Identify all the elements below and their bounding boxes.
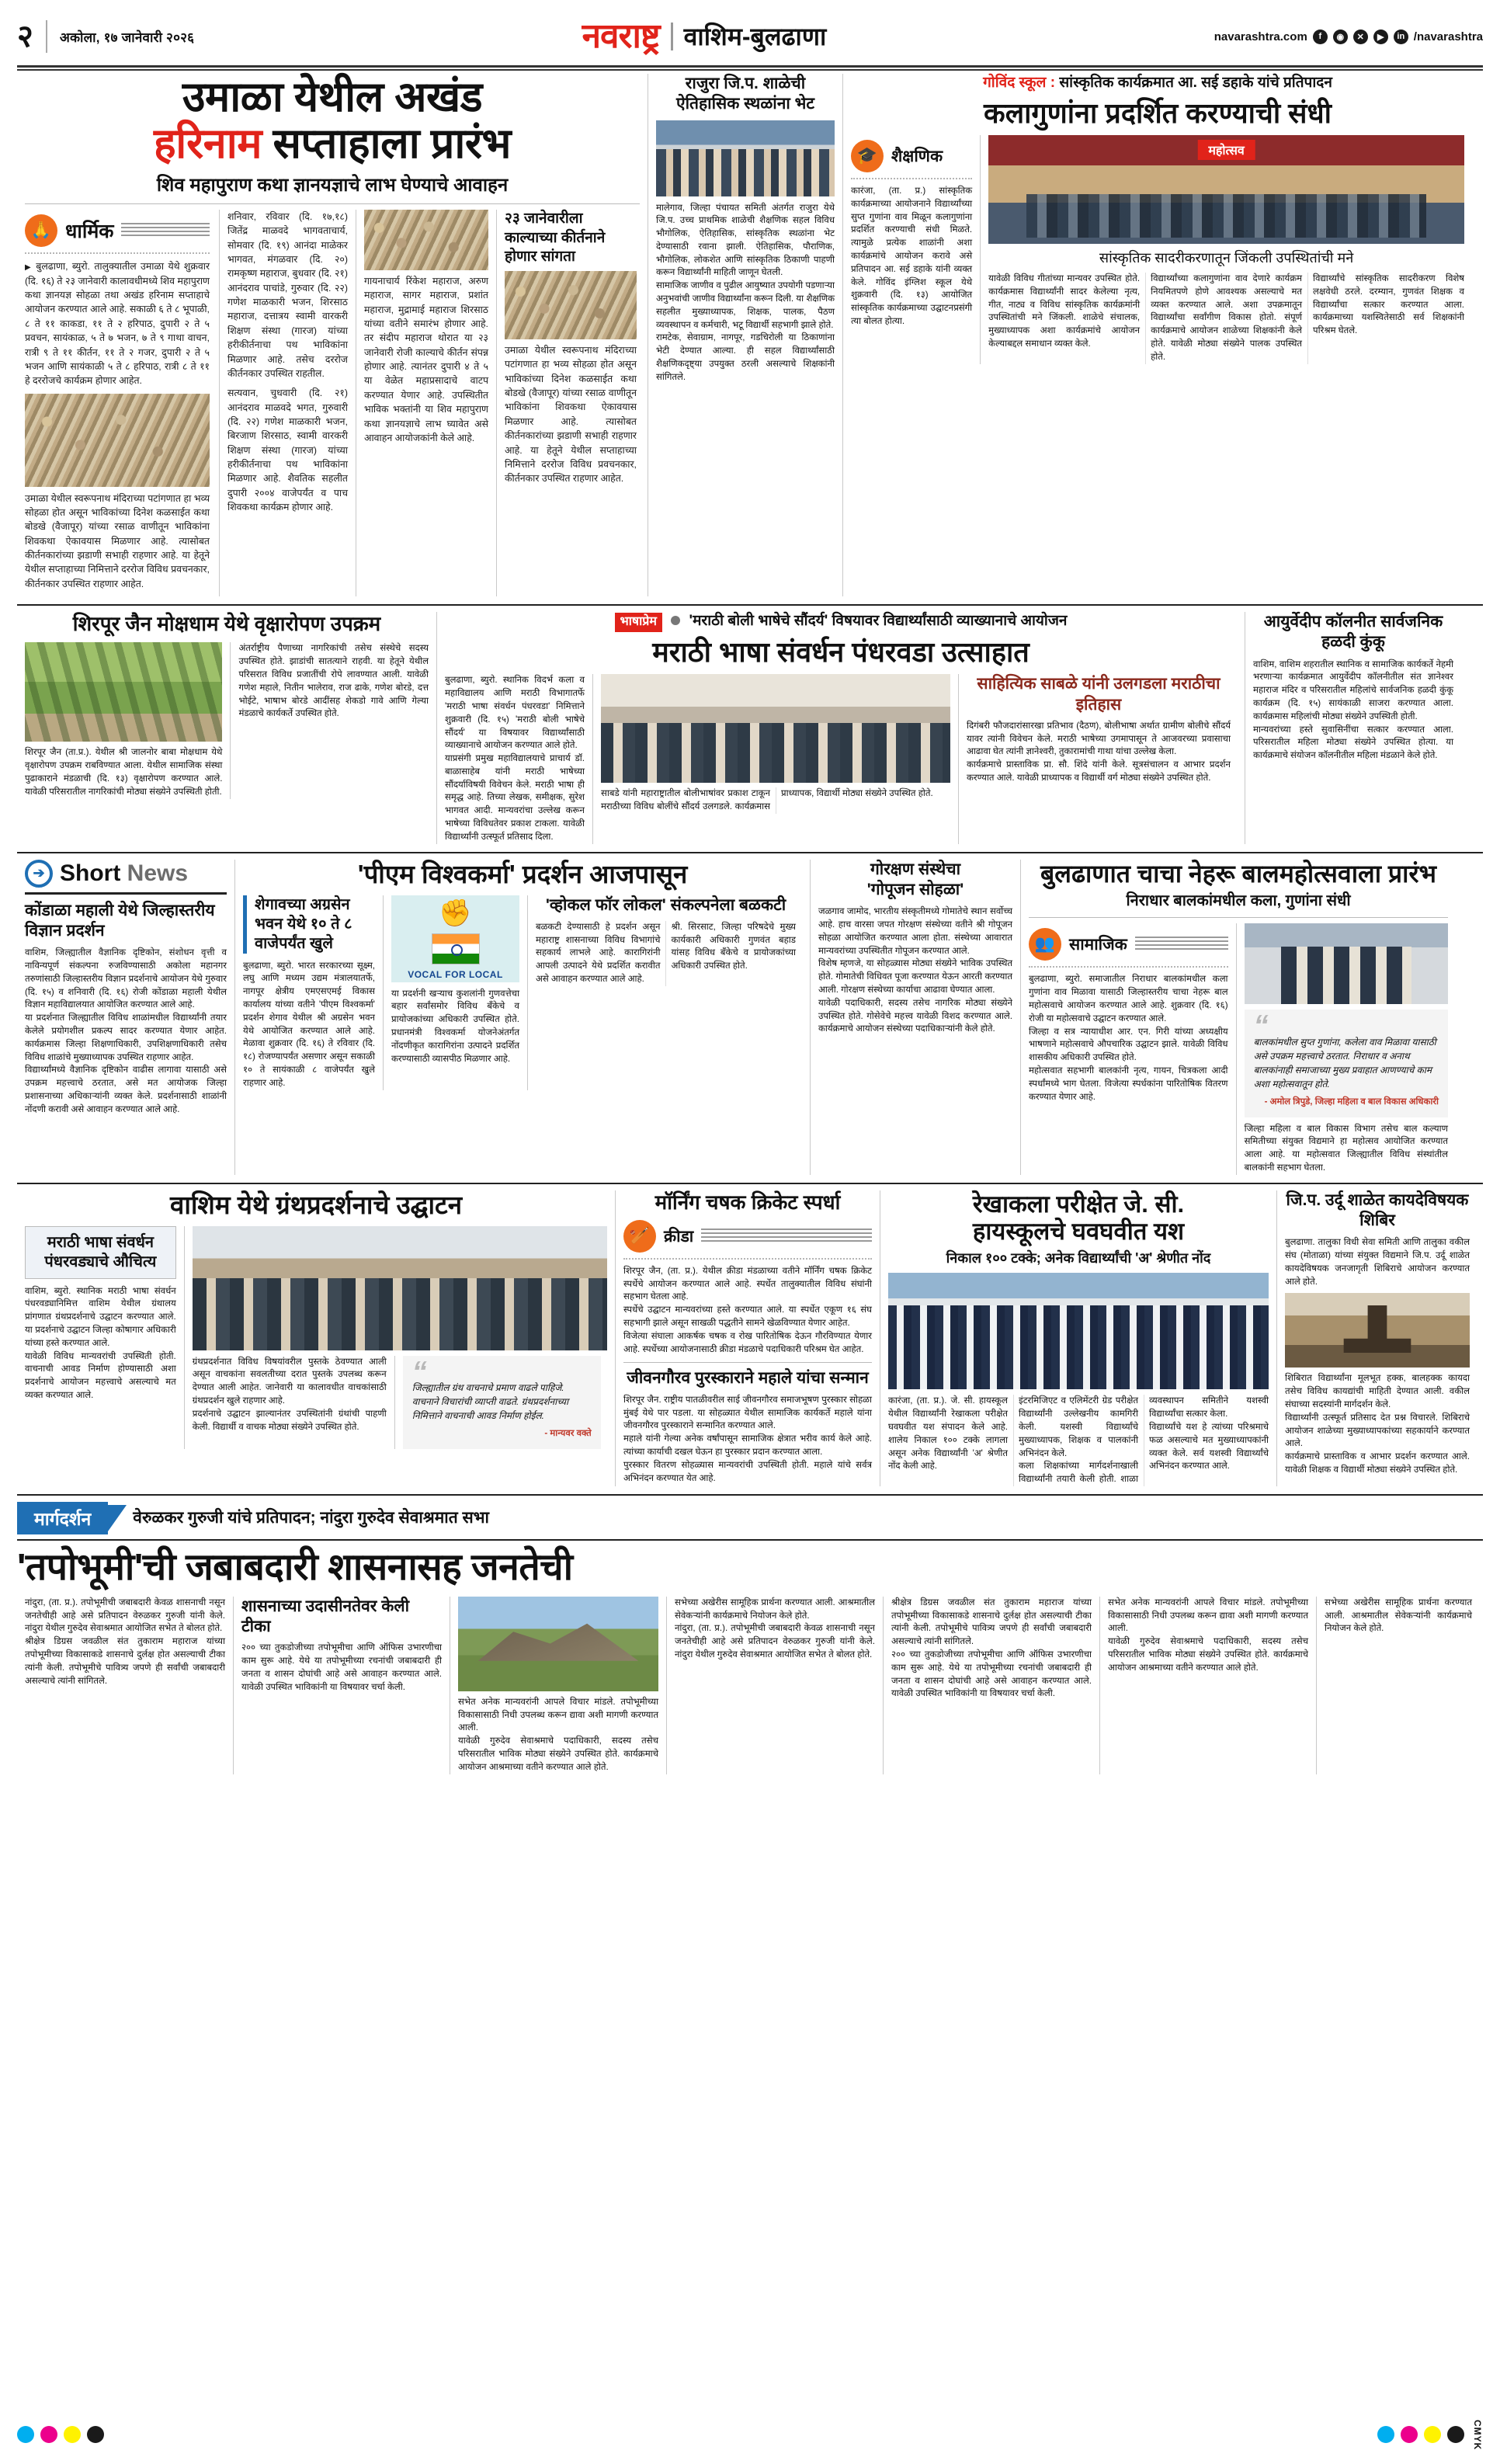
marathi-col-1 xyxy=(445,674,592,843)
second-section xyxy=(17,612,1483,844)
vocal-label: VOCAL FOR LOCAL xyxy=(408,968,503,980)
marathi-para-1: बुलढाणा, ब्युरो. स्थानिक विदर्भ कला व महाविद्यालय आणि मराठी विभागातर्फे 'मराठी भाषा संवर्धन पंधरवडा' निमित्ताने शुक्रवारी (दि. १५) 'मराठी बोली भाषेचे सौंदर्य' या विषयावर विद्यार्थ्यांसाठी व्याख्यानाचे आयोजन करण्यात आले होते. xyxy=(445,675,585,751)
short-news-title xyxy=(60,860,188,887)
page-number: २ xyxy=(17,19,33,54)
govind-headline: कलागुणांना प्रदर्शित करण्याची संधी xyxy=(984,96,1332,129)
jivangaurav-para-2: महाले यांनी गेल्या अनेक वर्षांपासून सामाजिक क्षेत्रात भरीव कार्य केले आहे. त्यांच्या कार्याची दखल घेऊन हा पुरस्कार प्रदान करण्यात आला. xyxy=(623,1434,872,1457)
masthead-rule xyxy=(17,65,1483,71)
gorakshan-headline xyxy=(818,860,1012,901)
third-section xyxy=(17,860,1483,1175)
story-pm-vishwakarma xyxy=(235,860,810,1175)
colony-para-1: वाशिम, वाशिम शहरातील स्थानिक व सामाजिक कार्यकर्ते नेहमी भरणाऱ्या कार्यक्रमात आयुर्वेदीप कॉलनीतील संत ज्ञानेश्वर महाराज मंदिर व परिसरातील महिलांचे सार्वजनिक हळदी कुंकू कार्यक्रम (दि. १५) सायंकाळी साजरा करण्यात आला. कार्यक्रमास महिलांची मोठ्या संख्येने उपस्थिती होती. xyxy=(1253,659,1453,721)
gorakshan-body xyxy=(818,905,1012,1036)
chacha-photo xyxy=(1245,923,1448,1004)
govind-kicker xyxy=(851,74,1464,93)
rekhakala-headline-l1: रेखाकला परीक्षेत जे. सी. xyxy=(972,1190,1185,1218)
granth-para-4: प्रदर्शनाचे उद्घाटन झाल्यानंतर उपस्थितांनी ग्रंथांची पाहणी केली. विद्यार्थी व वाचक मोठ्या संख्येने उपस्थित होते. xyxy=(192,1408,387,1432)
tapobhumi-headline: 'तपोभूमी'ची जबाबदारी शासनासह जनतेची xyxy=(17,1547,573,1589)
story-marathi-bhasha xyxy=(437,612,1245,844)
fourth-section xyxy=(17,1190,1483,1486)
story-gorakshan xyxy=(811,860,1020,1175)
rajura-para-3: रामटेक, सेवाग्राम, नागपूर, गडचिरोली या ठिकाणांना भेटी देण्यात आल्या. ही सहल विद्यार्थ्यांसाठी शैक्षणिकदृष्ट्या उपयुक्त ठरली असल्याचे शिक्षकांनी सांगितले. xyxy=(656,332,835,382)
tapobhumi-body-2 xyxy=(241,1642,442,1694)
shirpur-headline: शिरपूर जैन मोक्षधाम येथे वृक्षारोपण उपक्रम xyxy=(72,612,381,636)
tapobhumi-body-1 xyxy=(25,1597,225,1688)
marathi-para-3: साबडे यांनी महाराष्ट्रातील बोलीभाषांवर प्रकाश टाकून मराठीच्या विविध बोलींचे सौंदर्य उलगडले. कार्यक्रमास प्राध्यापक, विद्यार्थी मोठ्या संख्येने उपस्थित होते. xyxy=(601,788,933,812)
pm-body-3 xyxy=(536,921,796,986)
linkedin-icon[interactable]: in xyxy=(1394,30,1408,44)
tapobhumi-para-4: सभेत अनेक मान्यवरांनी आपले विचार मांडले. तपोभूमीच्या विकासासाठी निधी उपलब्ध करून द्यावा अशी मागणी करण्यात आली. xyxy=(458,1696,658,1733)
tapobhumi-photo xyxy=(458,1597,658,1691)
lead-para-4: शनिवार, रविवार (दि. १७,१८) जितेंद्र माळवदे भागवताचार्य, सोमवार (दि. १९) आनंदा माळेकर भागवत, मंगळवार (दि. २०) रामकृष्ण महाराज, बुधवार (दि. २१) आनंदराव पाचांडे, गुरुवार (दि. २२) गणेश माळकारी भजन, शिरसाठ महाराज, दत्तात्रय स्वामी वारकरी शिक्षण संस्था (गारज) यांच्या हरीकीर्तनाचा पथ भाविकांना मिळणार आहे. तसेच दररोज कीर्तनकार उपस्थित राहतील. xyxy=(227,210,348,379)
chacha-quote-attr: - अमोल त्रिपुडे, जिल्हा महिला व बाल विकास अधिकारी xyxy=(1264,1097,1439,1107)
tapobhumi-body-6 xyxy=(1108,1597,1308,1675)
pm-col-2 xyxy=(384,895,527,1090)
lead-headline-red: हरिनाम xyxy=(154,120,262,168)
urdu-photo xyxy=(1285,1293,1470,1368)
granth-box xyxy=(25,1226,176,1279)
x-twitter-icon[interactable]: ✕ xyxy=(1353,30,1368,44)
pm-headline: 'पीएम विश्वकर्मा' प्रदर्शन आजपासून xyxy=(357,859,688,888)
pm-col-3 xyxy=(528,895,796,1090)
govind-para-4: विद्यार्थ्यांचे सांस्कृतिक सादरीकरण विशेष लक्षवेधी ठरले. दरम्यान, गुणवंत शिक्षक व विद्यार्थ्यांचा सत्कार करण्यात आला. कार्यक्रमाच्या यशस्वितेसाठी सर्व शिक्षकांनी परिश्रम घेतले. xyxy=(1313,273,1464,336)
jivangaurav-para-3: पुरस्कार वितरण सोहळ्यास मान्यवरांची उपस्थिती होती. महाले यांचे सर्वत्र अभिनंदन करण्यात येत आहे. xyxy=(623,1459,872,1483)
gorakshan-headline-l2: 'गोपूजन सोहळा' xyxy=(866,880,964,898)
tapobhumi-para-1b: नांदुरा, (ता. प्र.). तपोभूमीची जबाबदारी केवळ शासनाची नसून जनतेचीही आहे असे प्रतिपादन वेरुळकर गुरुजी यांनी केले. नांदुरा येथील गुरुदेव सेवाश्रमात आयोजित सभेत ते बोलत होते. xyxy=(675,1623,875,1659)
govind-para-3: विद्यार्थ्यांच्या कलागुणांना वाव देणारे कार्यक्रम नियमितपणे होणे आवश्यक असल्याचे मत व्यक्त करण्यात आले. अशा उपक्रमातून विद्यार्थ्यांचा सर्वांगीण विकास होतो. संपूर्ण कार्यक्रमाचे आयोजन शाळेच्या शिक्षकांनी केले होते. यावेळी मोठ्या संख्येने पालक उपस्थित होते. xyxy=(1151,273,1303,362)
lead-right-column xyxy=(356,210,496,596)
granth-quote-attr: - मान्यवर वक्ते xyxy=(544,1429,592,1439)
short-news-header xyxy=(25,860,227,888)
tapobhumi-para-2b: श्रीक्षेत्र डिग्रस जवळील संत तुकाराम महाराज यांच्या तपोभूमीच्या विकासाकडे शासनाचे दुर्लक्ष होत असल्याची टीका त्यांनी केली. तपोभूमीचे पावित्र्य जपणे ही सर्वांची जबाबदारी असल्याचे त्यांनी सांगितले. xyxy=(891,1597,1092,1647)
govind-body-1 xyxy=(851,185,972,328)
marathi-headline: मराठी भाषा संवर्धन पंधरवडा उत्साहात xyxy=(652,635,1030,668)
gorakshan-para-1: जळगाव जामोद, भारतीय संस्कृतीमध्ये गोमातेचे स्थान सर्वोच्च आहे. हाच वारसा जपत गोरक्षण संस्थेच्या वतीने श्री गोपूजन सोहळा आयोजित करण्यात आला होता. संस्थेच्या आवारात मान्यवरांच्या उपस्थितीत गोपूजन करण्यात आले. xyxy=(818,906,1012,956)
chacha-headline: बुलढाणात चाचा नेहरू बालमहोत्सवाला प्रारंभ xyxy=(1040,859,1436,888)
shirpur-photo xyxy=(25,642,222,742)
lead-para-5: सत्यवान, चुधवारी (दि. २१) आनंदराव माळवदे भगत, गुरुवारी (दि. २२) गणेश माळकारी भजन, बिरजाण शिरसाठ, स्वामी वारकरी शिक्षण संस्था (गारज) यांच्या हरीकीर्तनाचा पथ भाविकांना मिळणार आहे. शैवतिक सहलीत दुपारी २००४ वाजेपर्यंत व पाच शिवकथा कार्यक्रम होणार आहे. xyxy=(227,387,348,513)
tapobhumi-para-3: २०० च्या तुकडोजीच्या तपोभूमीचा आणि ऑफिस उभारणीचा काम सुरू आहे. येथे या तपोभूमीच्या रचनांची जबाबदारी ही जनता व शासन दोघांची आहे असे आवाहन करण्यात आले. यावेळी उपस्थित भाविकांनी या विषयावर चर्चा केली. xyxy=(241,1642,442,1692)
chacha-para-1: बुलढाणा, ब्युरो. समाजातील निराधार बालकांमधील कला गुणांना वाव मिळावा यासाठी जिल्हास्तरीय चाचा नेहरू बाल महोत्सवाचे आयोजन करण्यात आले आहे. शुक्रवार (दि. १६) रोजी या महोत्सवाचे उद्घाटन करण्यात आले. xyxy=(1029,974,1228,1023)
urdu-headline: जि.प. उर्दू शाळेत कायदेविषयक शिबिर xyxy=(1286,1190,1469,1229)
granth-body-2 xyxy=(193,1356,387,1434)
masthead-social xyxy=(1214,30,1483,44)
morning-cup-headline: मॉर्निंग चषक क्रिकेट स्पर्धा xyxy=(655,1190,841,1214)
sports-badge-label: क्रीडा xyxy=(664,1227,694,1246)
granth-para-2: यावेळी विविध मान्यवरांची उपस्थिती होती. वाचनाची आवड निर्माण होण्यासाठी अशा प्रदर्शनाचे आयोजन महत्त्वाचे असल्याचे मत व्यक्त करण्यात आले. xyxy=(25,1350,176,1401)
short-news-block xyxy=(17,860,234,1175)
badge-arrow-decor xyxy=(108,1505,127,1531)
rekhakala-para-4: विद्यार्थ्यांचे यश हे त्यांच्या परिश्रमाचे फळ असल्याचे मत मुख्याध्यापकांनी व्यक्त केले. सर्व यशस्वी विद्यार्थ्यांचे अभिनंदन करण्यात आले. xyxy=(1149,1422,1269,1472)
short-news-para-1: वाशिम, जिल्ह्यातील वैज्ञानिक दृष्टिकोन, संशोधन वृत्ती व नाविन्यपूर्ण संकल्पना रुजविण्यासाठी अकोला महानगर तरुणांसाठी जिल्हास्तरीय विज्ञान प्रदर्शनाचे आयोजन येथे गुरुवार (दि. १५) व शनिवारी (दि. १६) रोजी कोंडाळा महाली येथील विज्ञान महाविद्यालयात आयोजित करण्यात आले आहे. xyxy=(25,947,227,1010)
tapobhumi-col-2 xyxy=(234,1597,450,1774)
tapobhumi-col-7 xyxy=(1317,1597,1480,1774)
marathi-body-2 xyxy=(601,787,950,814)
lead-para-2: उमाळा येथील स्वरूपनाथ मंदिराच्या पटांगणात हा भव्य सोहळा होत असून भाविकांच्या दिनेश कळसाईत कथा बोडखे (वैजापूर) यांच्या रसाळ वाणीतून भाविकांना शिवकथा ऐकावयास मिळणार आहे. त्यासोबत कीर्तनकारांच्या झडाणी सभाही राहणार आहे. या हेतूने येथील सप्ताहाच्या निमित्ताने दररोज विविध प्रवचनकार, कीर्तनकार उपस्थित राहणार आहेत. xyxy=(25,492,210,589)
instagram-icon[interactable]: ◉ xyxy=(1333,30,1348,44)
granth-quote-mark-icon: “ xyxy=(411,1355,427,1388)
chacha-col-1 xyxy=(1029,923,1236,1174)
lead-photo-3 xyxy=(505,271,637,339)
rekhakala-subhead: निकाल १०० टक्के; अनेक विद्यार्थ्यांची 'अ' श्रेणीत नोंद xyxy=(946,1249,1211,1266)
govind-kicker-red: गोविंद स्कूल : xyxy=(983,75,1056,91)
lead-headline-line1: उमाळा येथील अखंड xyxy=(182,74,483,120)
shirpur-para-1: शिरपूर जैन (ता.प्र.). येथील श्री जालनोर बाबा मोक्षधाम येथे वृक्षारोपण उपक्रम राबविण्यात आला. येथील सामाजिक संस्था पुढाकाराने मंडळाची (दि. १३) वृक्षारोपण करण्यात आले. यावेळी परिसरातील नागरिकांची मोठ्या संख्येने उपस्थिती होती. xyxy=(25,747,223,797)
lead-mid-column xyxy=(220,210,356,596)
chacha-para-4: जिल्हा महिला व बाल विकास विभाग तसेच बाल कल्याण समितीच्या संयुक्त विद्यमाने हा महोत्सव आयोजित करण्यात आला आहे. या महोत्सवात जिल्ह्यातील विविध संस्थांतील बालकांनी सहभाग घेतला. xyxy=(1244,1123,1448,1173)
gorakshan-para-3: यावेळी पदाधिकारी, सदस्य तसेच नागरिक मोठ्या संख्येने उपस्थित होते. गोसेवेचे महत्त्व यावेळी विशद करण्यात आले. कार्यक्रमाचे आयोजन संस्थेच्या पदाधिकाऱ्यांनी केले होते. xyxy=(818,997,1012,1034)
short-news-body xyxy=(25,947,227,1116)
black-dot-icon xyxy=(87,2426,104,2443)
colony-para-2: मान्यवरांच्या हस्ते सुवासिनींचा सत्कार करण्यात आला. परिसरातील महिला मोठ्या संख्येने उपस्थित होत्या. या कार्यक्रमाचे संयोजन कॉलनीतील महिला मंडळाने केले होते. xyxy=(1253,724,1453,761)
bhashaprem-tag: भाषाप्रेम xyxy=(615,613,662,632)
story-shirpur-jain xyxy=(17,612,436,844)
cmyk-dots-left xyxy=(17,2426,104,2443)
govind-photo xyxy=(988,135,1464,244)
govind-photo-caption: सांस्कृतिक सादरीकरणातून जिंकली उपस्थितांची मने xyxy=(1099,250,1354,266)
youtube-icon[interactable]: ▶ xyxy=(1373,30,1388,44)
cmyk-dots-right xyxy=(1377,2426,1464,2443)
chacha-badge-label: सामाजिक xyxy=(1069,936,1127,954)
chacha-badge-lines xyxy=(1135,937,1228,952)
dateline: अकोला, १७ जानेवारी २०२६ xyxy=(59,30,195,45)
urdu-body-top xyxy=(1285,1236,1470,1288)
tapobhumi-subhead: शासनाच्या उदासीनतेवर केली टीका xyxy=(241,1597,410,1636)
short-news-para-2: या प्रदर्शनात जिल्ह्यातील विविध शाळांमधील विद्यार्थ्यांनी तयार केलेले प्रयोगशील प्रकल्प सादर करण्यात येणार आहेत. कार्यक्रमास जिल्हा शिक्षणाधिकारी, उपशिक्षणाधिकारी तसेच विविध शाळांचे मुख्याध्यापक उपस्थित राहणार आहेत. xyxy=(25,1013,227,1062)
rajura-photo xyxy=(656,120,835,196)
brand-logo: नवराष्ट्र xyxy=(582,17,660,55)
pm-para-4: श्री. सिरसाट, जिल्हा परिषदेचे मुख्य कार्यकारी अधिकारी गुणवंत बहाड यांसह विविध बँकेचे व प्रायोजकांच्या अधिकारी उपस्थित होते. xyxy=(671,921,796,971)
tapobhumi-para-3b: २०० च्या तुकडोजीच्या तपोभूमीचा आणि ऑफिस उभारणीचा काम सुरू आहे. येथे या तपोभूमीच्या रचनांची जबाबदारी ही जनता व शासन दोघांची आहे असे आवाहन करण्यात आले. यावेळी उपस्थित भाविकांनी या विषयावर चर्चा केली. xyxy=(891,1649,1092,1699)
tapobhumi-col-6 xyxy=(1100,1597,1316,1774)
arrow-circle-icon: ➔ xyxy=(25,860,53,888)
marathi-col-2 xyxy=(593,674,958,843)
govind-body-2 xyxy=(988,273,1464,364)
rekhakala-para-3: कला शिक्षकांच्या मार्गदर्शनाखाली विद्यार्थ्यांनी तयारी केली होती. शाळा व्यवस्थापन समितीने यशस्वी विद्यार्थ्यांचा सत्कार केला. xyxy=(1019,1395,1269,1485)
story-chacha-nehru xyxy=(1021,860,1456,1175)
middle-sports-column xyxy=(616,1190,880,1486)
section-rule-2 xyxy=(17,852,1483,853)
section-rule-1 xyxy=(17,604,1483,606)
tapobhumi-col-3 xyxy=(450,1597,666,1774)
lead-story xyxy=(17,74,648,596)
short-news-title-gray: News xyxy=(127,860,189,886)
chacha-para-3: महोत्सवात सहभागी बालकांनी नृत्य, गायन, चित्रकला आदी स्पर्धांमध्ये भाग घेतला. विजेत्या स्पर्धकांना पारितोषिक वितरण करण्यात येणार आहे. xyxy=(1029,1065,1228,1102)
story-rajura xyxy=(648,74,842,596)
pm-subhead: शेगावच्या अग्रसेन भवन येथे १० ते ८ वाजेपर्यंत खुले xyxy=(243,895,375,954)
rajura-para-2: सामाजिक जाणीव व पुढील आयुष्यात उपयोगी पडणाऱ्या अनुभवांची जाणीव विद्यार्थ्यांना करून दिली. या शैक्षणिक सहलीत मुख्याध्यापक, शिक्षक, पालक, पैठण व्यवस्थापन व कर्मचारी, भटू विद्यार्थी सहभागी झाले होते. xyxy=(656,280,835,330)
tapobhumi-para-6b: सभेच्या अखेरीस सामूहिक प्रार्थना करण्यात आली. आश्रमातील सेवेकऱ्यांनी कार्यक्रमाचे नियोजन केले होते. xyxy=(1325,1597,1472,1634)
facebook-icon[interactable]: f xyxy=(1313,30,1328,44)
people-icon: 👥 xyxy=(1029,928,1061,961)
pm-box-title: 'व्होकल फॉर लोकल' संकल्पनेला बळकटी xyxy=(545,895,786,914)
morning-cup-body xyxy=(623,1265,872,1357)
jivangaurav-body xyxy=(623,1394,872,1486)
vocal-for-local-graphic xyxy=(391,895,519,982)
education-badge xyxy=(851,140,972,172)
govind-left xyxy=(851,135,980,364)
urdu-para-3: विद्यार्थ्यांनी उत्स्फूर्त प्रतिसाद देत प्रश्न विचारले. शिबिराचे आयोजन शाळेच्या मुख्याध्यापकांच्या सहकार्याने करण्यात आले. xyxy=(1285,1412,1470,1449)
website-url[interactable]: navarashtra.com xyxy=(1214,30,1307,43)
tapobhumi-para-1: नांदुरा, (ता. प्र.). तपोभूमीची जबाबदारी केवळ शासनाची नसून जनतेचीही आहे असे प्रतिपादन वेरुळकर गुरुजी यांनी केले. नांदुरा येथील गुरुदेव सेवाश्रमात आयोजित सभेत ते बोलत होते. xyxy=(25,1597,225,1634)
short-news-title-black: Short xyxy=(60,860,121,886)
govind-right xyxy=(981,135,1464,364)
lead-headline-rest: सप्ताहाला प्रारंभ xyxy=(273,120,511,168)
granth-para-1: वाशिम, ब्युरो. स्थानिक मराठी भाषा संवर्धन पंधरवड्यानिमित्त वाशिम येथील ग्रंथालय प्रांगणात ग्रंथप्रदर्शनाचे उद्घाटन करण्यात आले. या प्रदर्शनाचे उद्घाटन जिल्हा कोषागार अधिकारी यांच्या हस्ते करण्यात आले. xyxy=(25,1285,176,1348)
marathi-para-2: याप्रसंगी प्रमुख महाविद्यालयाचे प्राचार्य डॉ. बाळासाहेब यांनी मराठी भाषेच्या सौंदर्याविषयी विवेचन केले. मराठी भाषा ही समृद्ध आहे. तिच्या लेखक, समीक्षक, सुरेश भागवत आदी. मान्यवरांचा उल्लेख करून भाषेच्या विविधतेवर प्रकाश टाकला. यावेळी विद्यार्थ्यांनी उत्स्फूर्त प्रतिसाद दिला. xyxy=(445,753,585,842)
rekhakala-headline xyxy=(888,1190,1269,1246)
rekhakala-headline-l2: हायस्कूलचे घवघवीत यश xyxy=(972,1218,1185,1246)
granth-col-2 xyxy=(185,1226,607,1449)
cyan-dot-icon-2 xyxy=(1377,2426,1394,2443)
marathi-body-1 xyxy=(445,674,585,843)
yellow-dot-icon-2 xyxy=(1424,2426,1441,2443)
masthead xyxy=(17,0,1483,61)
story-rekhakala xyxy=(880,1190,1276,1486)
chacha-subhead: निराधार बालकांमधील कला, गुणांना संधी xyxy=(1126,892,1351,910)
marathi-photo xyxy=(601,674,950,783)
tapobhumi-para-5: यावेळी गुरुदेव सेवाश्रमाचे पदाधिकारी, सदस्य तसेच परिसरातील भाविक मोठ्या संख्येने उपस्थित होते. कार्यक्रमाचे आयोजन आश्रमाच्या वतीने करण्यात आले होते. xyxy=(458,1736,658,1772)
section-rule-4 xyxy=(17,1494,1483,1496)
graduation-icon: 🎓 xyxy=(851,140,884,172)
tapobhumi-para-4b: सभेत अनेक मान्यवरांनी आपले विचार मांडले. तपोभूमीच्या विकासासाठी निधी उपलब्ध करून द्यावा अशी मागणी करण्यात आली. xyxy=(1108,1597,1308,1634)
marathi-kicker-row xyxy=(445,612,1237,632)
section-rule-3 xyxy=(17,1183,1483,1184)
story-washim-granth xyxy=(17,1190,615,1486)
lead-headline xyxy=(25,74,640,168)
social-handle[interactable]: /navarashtra xyxy=(1413,30,1483,43)
granth-quote-text: जिल्ह्यातील ग्रंथ वाचनाचे प्रमाण वाढले पाहिजे. वाचनाने विचारांची व्याप्ती वाढते. ग्रंथप्रदर्शनाच्या निमित्ताने वाचनाची आवड निर्माण होईल. xyxy=(411,1382,569,1422)
pm-para-1: बुलढाणा, ब्युरो. भारत सरकारच्या सूक्ष्म, लघु आणि मध्यम उद्यम मंत्रालयातर्फे, नागपूर क्षेत्रीय एमएसएमई विकास कार्यालय यांच्या वतीने 'पीएम विश्वकर्मा' प्रदर्शन शेगाव येथील श्री अग्रसेन भवन येथे आयोजित करण्यात आले आहे. मेळावा शुक्रवार (दि. १६) ते रविवार (दि. १८) रोजण्यापर्यंत असणार असून सकाळी १० ते सायंकाळी ८ वाजेपर्यंत खुले राहणार आहे. xyxy=(243,960,375,1088)
granth-col-1 xyxy=(25,1226,184,1449)
govind-photo-banner: महोत्सव xyxy=(1197,140,1255,160)
jivangaurav-headline: जीवनगौरव पुरस्काराने महाले यांचा सन्मान xyxy=(627,1369,869,1388)
marathi-kicker: 'मराठी बोली भाषेचे सौंदर्य' विषयावर विद्यार्थ्यांसाठी व्याख्यानाचे आयोजन xyxy=(689,613,1068,630)
magenta-dot-icon xyxy=(40,2426,57,2443)
story-tapobhumi xyxy=(17,1502,1483,1774)
urdu-para-2: शिबिरात विद्यार्थ्यांना मूलभूत हक्क, बालहक्क कायदा तसेच विविध कायद्यांची माहिती देण्यात आली. वकील संघाच्या सदस्यांनी मार्गदर्शन केले. xyxy=(1285,1373,1470,1409)
granth-body-1 xyxy=(25,1285,176,1402)
tapobhumi-body-5 xyxy=(891,1597,1092,1701)
rekhakala-body xyxy=(888,1395,1269,1486)
govind-kicker-rest: सांस्कृतिक कार्यक्रमात आ. सई डहाके यांचे प्रतिपादन xyxy=(1059,75,1332,91)
cmyk-key-label: CMYK xyxy=(1472,2419,1483,2450)
namaste-icon: 🙏 xyxy=(25,214,57,247)
chacha-para-2: जिल्हा व सत्र न्यायाधीश आर. एन. गिरी यांच्या अध्यक्षीय भाषणाने महोत्सवाचे औपचारिक उद्घाटन झाले. यावेळी विविध शासकीय अधिकारी उपस्थित होते. xyxy=(1029,1026,1228,1063)
govind-para-1: कारंजा, (ता. प्र.) सांस्कृतिक कार्यक्रमाच्या आयोजनाने विद्यार्थ्यांच्या सुप्त गुणांना वाव मिळून कलागुणांना प्रदर्शित करण्याची संधी मिळते. त्यामुळे प्रत्येक शाळांनी अशा कार्यक्रमांचे आयोजन करावे असे प्रतिपादन आ. सई डहाके यांनी व्यक्त केले. गोविंद इंग्लिश स्कूल येथे शुक्रवारी (दि. १३) आयोजित सांस्कृतिक कार्यक्रमाच्या उद्घाटनप्रसंगी त्या बोलत होत्या. xyxy=(851,186,973,327)
brand-divider xyxy=(671,23,673,50)
bullet-dot-icon xyxy=(671,616,680,625)
badge-lines-decor xyxy=(121,223,210,238)
cyan-dot-icon xyxy=(17,2426,34,2443)
lead-para-1: ▶ बुलढाणा, ब्युरो. तालुक्यातील उमाळा येथे शुक्रवार (दि. १६) ते २३ जानेवारी कालावधीमध्ये शिव महापुराण कथा ज्ञानयज्ञ सोहळा तथा अखंड हरिनाम सप्ताहाचे आयोजन करण्यात आले आहे. सकाळी ६ ते ८ भूपाळी, ८ ते ११ काकडा, ११ ते २ हरिपाठ, दुपारी २ ते ५ प्रवचन, सायंकाळ, ५ ते ७ भजन, ७ ते ९ गाथा वाचन, रात्री ९ ते ११ कीर्तन, ११ ते २ गजर, दुपारी २ ते ५ भजन आणि सायंकाळी ५ ते ८ हरिपाठ, रात्री ८ ते ११ हे दररोजचे कार्यक्रम होणार आहेत. xyxy=(25,259,210,388)
shirpur-body-2 xyxy=(238,642,429,721)
rajura-body xyxy=(656,202,835,384)
pm-para-3: बळकटी देण्यासाठी हे प्रदर्शन असून महाराष्ट्र शासनाच्या विविध विभागांचे सहकार्य लाभले आहे. कारागिरांनी आपली उत्पादने येथे प्रदर्शित करावीत असे आवाहन करण्यात आले आहे. xyxy=(536,921,661,985)
footer-registration xyxy=(17,2420,1483,2450)
edition-name: वाशिम-बुलढाणा xyxy=(683,23,827,50)
granth-headline: वाशिम येथे ग्रंथप्रदर्शनाचे उद्घाटन xyxy=(169,1190,463,1219)
lead-far-column xyxy=(497,210,637,596)
lead-photo-2 xyxy=(364,210,488,270)
yellow-dot-icon xyxy=(64,2426,81,2443)
rekhakala-para-1: कारंजा, (ता. प्र.). जे. सी. हायस्कूल येथील विद्यार्थ्यांनी रेखाकला परीक्षेत घवघवीत यश संपादन केले आहे. शालेय निकाल १०० टक्के लागला असून अनेक विद्यार्थ्यांनी 'अ' श्रेणीत नोंद केली आहे. xyxy=(888,1395,1008,1472)
sahityik-para-1: दिगंबरी फौजदारांसारखा प्रतिभाव (दैठण), बोलीभाषा अर्थात ग्रामीण बोलीचे सौंदर्य यावर त्यांनी विवेचन केले. मराठी भाषेच्या उगमापासून ते आजवरच्या प्रवासाचा आढावा घेत त्यांनी ज्ञानेश्वरी, तुकारामांची गाथा यांचा उल्लेख केला. xyxy=(967,720,1231,757)
lead-body-col1 xyxy=(25,259,210,591)
masthead-brand-block xyxy=(194,19,1214,54)
tapobhumi-body-7 xyxy=(1325,1597,1472,1635)
colony-body xyxy=(1253,659,1453,763)
chacha-body-2 xyxy=(1245,1123,1448,1175)
granth-quote-block xyxy=(403,1356,601,1449)
tapobhumi-kicker: वेरुळकर गुरुजी यांचे प्रतिपादन; नांदुरा गुरुदेव सेवाश्रमात सभा xyxy=(133,1509,489,1527)
tapobhumi-col-1 xyxy=(17,1597,233,1774)
granth-box-title: मराठी भाषा संवर्धन पंधरवड्याचे औचित्य xyxy=(44,1233,157,1270)
top-section xyxy=(17,74,1483,596)
sports-icon: 🏏 xyxy=(623,1220,656,1253)
urdu-body-bot xyxy=(1285,1372,1470,1476)
lead-body-col4 xyxy=(505,343,637,486)
morning-cup-para-1: शिरपूर जैन, (ता. प्र.). येथील क्रीडा मंडळाच्या वतीने मॉर्निंग चषक क्रिकेट स्पर्धेचे आयोजन करण्यात आले आहे. स्पर्धेत तालुक्यातील विविध संघांनी सहभाग घेतला आहे. xyxy=(623,1265,872,1302)
guidance-badge: मार्गदर्शन xyxy=(17,1502,108,1534)
pm-body-1 xyxy=(243,960,375,1090)
story-urdu-school xyxy=(1277,1190,1477,1486)
black-dot-icon-2 xyxy=(1447,2426,1464,2443)
pm-para-2: या प्रदर्शनी खऱ्याच कुशलांनी गुणवत्तेचा बहार सर्वांसमोर विविध बँकेचे व प्रायोजकांच्या अधिकारी उपस्थित होते. प्रधानमंत्री विश्वकर्मा योजनेअंतर्गत नोंदणीकृत कारागिरांना उत्पादने प्रदर्शित करण्यासाठी व्यासपीठ मिळणार आहे. xyxy=(391,988,519,1064)
shirpur-para-2: अंतर्राष्ट्रीय पैणाच्या नागरिकांची तसेच संस्थेचे सदस्य उपस्थित होते. झाडांची सातत्याने राहवी. या हेतूने येथील परिसरात विविध प्रजातींची रोपे लावण्यात आली. यावेळी गणेश महाले, नितीन भालेराव, राज ढाके, गणेश बोरडे, दत्त भोईटे, भाषाभ बोरडे आदींसह शेकडो गावे आणि गेल्या मंडळाचे कार्यकर्ते उपस्थित होते. xyxy=(238,643,429,719)
sports-badge xyxy=(623,1220,872,1253)
govind-badge-label: शैक्षणिक xyxy=(891,148,943,166)
lead-kicker: २३ जानेवारीला काल्याच्या कीर्तनाने होणार सांगता xyxy=(505,210,606,266)
tapobhumi-body-3 xyxy=(458,1696,658,1774)
morning-cup-para-2: स्पर्धेचे उद्घाटन मान्यवरांच्या हस्ते करण्यात आले. या स्पर्धेत एकूण १६ संघ सहभागी झाले असून साखळी पद्धतीने सामने खेळविण्यात येणार आहेत. xyxy=(623,1305,872,1329)
urdu-para-1: बुलढाणा. तालुका विधी सेवा समिती आणि तालुका वकील संघ (मोताळा) यांच्या संयुक्त विद्यमाने जि.प. उर्दू शाळेत कायदेविषयक जनजागृती शिबिराचे आयोजन करण्यात आले होते. xyxy=(1285,1237,1470,1287)
quote-mark-icon: “ xyxy=(1253,1010,1269,1043)
sports-badge-lines xyxy=(701,1229,872,1244)
lead-left-column xyxy=(25,210,219,596)
pm-col-1 xyxy=(243,895,383,1090)
short-news-para-3: विद्यार्थ्यांमध्ये वैज्ञानिक दृष्टिकोन वाढीस लागावा यासाठी असे उपक्रम महत्त्वाचे ठरतात, असे मत आयोजक जिल्हा प्रशासनाच्या अधिकाऱ्यांनी व्यक्त केले. प्रदर्शनासाठी शाळांनी नोंदणी करावी असे आवाहन करण्यात आले आहे. xyxy=(25,1065,227,1114)
lead-body-col3 xyxy=(364,274,488,445)
magenta-dot-icon-2 xyxy=(1401,2426,1418,2443)
sahityik-para-2: कार्यक्रमाचे प्रास्ताविक प्रा. सौ. शिंदे यांनी केले. सूत्रसंचालन व आभार प्रदर्शन करण्यात आले. यावेळी प्राध्यापक व विद्यार्थी वर्ग मोठ्या संख्येने उपस्थित होते. xyxy=(967,759,1231,783)
tapobhumi-para-5b: यावेळी गुरुदेव सेवाश्रमाचे पदाधिकारी, सदस्य तसेच परिसरातील भाविक मोठ्या संख्येने उपस्थित होते. कार्यक्रमाचे आयोजन आश्रमाच्या वतीने करण्यात आले होते. xyxy=(1108,1636,1308,1673)
chacha-quote-block xyxy=(1245,1010,1448,1117)
chacha-col-2 xyxy=(1237,923,1448,1174)
lead-subhead: शिव महापुराण कथा ज्ञानयज्ञाचे लाभ घेण्याचे आवाहन xyxy=(156,174,509,196)
story-colony xyxy=(1245,612,1461,844)
tapobhumi-para-6: सभेच्या अखेरीस सामूहिक प्रार्थना करण्यात आली. आश्रमातील सेवेकऱ्यांनी कार्यक्रमाचे नियोजन केले होते. xyxy=(675,1597,875,1621)
lead-para-3: गायनाचार्य रिंकेश महाराज, अरुण महाराज, सागर महाराज, प्रशांत महाराज, मुद्रामाई महाराज शिरसाठ यांच्या वतीने समारंभ होणार आहे. तर संदीप महाराज थोरात या २३ जानेवारी रोजी काल्याचे कीर्तन संपन्न होणार आहे. त्यानंतर दुपारी ४ ते ५ या वेळेत महाप्रसादाचे वाटप करण्यात येणार आहे. उपस्थितीत भाविक भक्तांनी या शिव महापुराण कथा ज्ञानयज्ञाचे लाभ घ्यावेत असे आवाहन आयोजकांनी केले आहे. xyxy=(364,275,488,443)
tapobhumi-col-4 xyxy=(667,1597,883,1774)
gorakshan-headline-l1: गोरक्षण संस्थेचा xyxy=(870,860,961,878)
tapobhumi-body-4 xyxy=(675,1597,875,1662)
urdu-para-4: कार्यक्रमाचे प्रास्ताविक व आभार प्रदर्शन करण्यात आले. यावेळी शिक्षक व विद्यार्थी मोठ्या संख्येने उपस्थित होते. xyxy=(1285,1451,1470,1475)
govind-para-2: यावेळी विविध गीतांच्या मान्यवर उपस्थित होते. कार्यक्रमास विद्यार्थ्यांनी सादर केलेल्या नृत्य, गीत, नाट्य व विविध सांस्कृतिक कार्यक्रमांनी उपस्थितांची मने जिंकली. शाळेचे संचालक, मुख्याध्यापक अशा कार्यक्रमांचे आयोजन केल्याबद्दल समाधान व्यक्त केले. xyxy=(988,273,1141,349)
sahityik-body xyxy=(967,720,1231,785)
tapobhumi-para-2: श्रीक्षेत्र डिग्रस जवळील संत तुकाराम महाराज यांच्या तपोभूमीच्या विकासाकडे शासनाचे दुर्लक्ष होत असल्याची टीका त्यांनी केली. तपोभूमीचे पावित्र्य जपणे ही सर्वांची जबाबदारी असल्याचे त्यांनी सांगितले. xyxy=(25,1636,225,1686)
jivangaurav-para-1: शिरपूर जैन. राष्ट्रीय पातळीवरील साई जीवनगौरव समाजभूषण पुरस्कार सोहळा मुंबई येथे पार पडला. या सोहळ्यात येथील सामाजिक कार्यकर्ते महाले यांना जीवनगौरव पुरस्काराने सन्मानित करण्यात आले. xyxy=(623,1394,872,1431)
lead-body-col2 xyxy=(227,210,348,515)
story-sahityik xyxy=(959,674,1231,843)
shirpur-body-1 xyxy=(25,746,222,798)
chacha-body-1 xyxy=(1029,973,1228,1103)
gorakshan-para-2: विशेष म्हणजे, या सोहळ्यास मोठ्या संख्येने भाविक उपस्थित होते. गोमातेची विधिवत पूजा करण्यात येऊन आरती करण्यात आली. गोरक्षण संस्थेच्या कार्याचा आढावा घेण्यात आला. xyxy=(818,958,1012,995)
rekhakala-photo xyxy=(888,1273,1269,1389)
rekhakala-para-2: इंटरमिजिएट व एलिमेंटरी ग्रेड परीक्षेत विद्यार्थ्यांनी उल्लेखनीय कामगिरी केली. यशस्वी विद्यार्थ्यांचे मुख्याध्यापक, शिक्षक व पालकांनी अभिनंदन केले. xyxy=(1019,1395,1138,1458)
religion-badge xyxy=(25,214,210,247)
rajura-para-1: मालेगाव, जिल्हा पंचायत समिती अंतर्गत राजुरा येथे जि.प. उच्च प्राथमिक शाळेची शैक्षणिक सहल विविध भौगोलिक, ऐतिहासिक, सांस्कृतिक स्थळांना भेट देण्यासाठी रवाना झाली. ऐतिहासिक, पौराणिक, भौगोलिक, लोकशेत आणि सांस्कृतिक ठिकाणी पाहणी करून विद्यार्थ्यांनी माहिती जाणून घेतली. xyxy=(656,202,835,278)
raised-fist-icon: ✊ xyxy=(439,898,472,928)
social-badge xyxy=(1029,928,1228,961)
story-govind xyxy=(843,74,1472,596)
badge-label: धार्मिक xyxy=(65,220,114,242)
flag-icon xyxy=(432,933,480,964)
short-news-headline: कोंडाळा महाली येथे जिल्हास्तरीय विज्ञान प्रदर्शन xyxy=(25,901,215,940)
colony-headline: आयुर्वेदीप कॉलनीत सार्वजनिक हळदी कुंकू xyxy=(1263,613,1443,652)
morning-cup-para-3: विजेत्या संघाला आकर्षक चषक व रोख पारितोषिक देऊन गौरविण्यात येणार आहे. स्पर्धेच्या आयोजनासाठी क्रीडा मंडळाचे पदाधिकारी परिश्रम घेत आहेत. xyxy=(623,1330,872,1354)
chacha-quote-text: बालकांमधील सुप्त गुणांना, कलेला वाव मिळावा यासाठी असे उपक्रम महत्त्वाचे ठरतात. निराधार व अनाथ बालकांनाही समाजाच्या मुख्य प्रवाहात आणण्याचे काम अशा महोत्सवातून होते. xyxy=(1253,1037,1436,1090)
granth-para-3: ग्रंथप्रदर्शनात विविध विषयांवरील पुस्तके ठेवण्यात आली असून वाचकांना सवलतीच्या दरात पुस्तके उपलब्ध करून देण्यात आली आहेत. जानेवारी या कालावधीत वाचकांसाठी ग्रंथप्रदर्शन खुले राहणार आहे. xyxy=(192,1356,387,1406)
granth-photo xyxy=(193,1226,607,1350)
sahityik-headline: साहित्यिक साबळे यांनी उलगडला मराठीचा इतिहास xyxy=(977,675,1220,714)
lead-photo-1 xyxy=(25,394,210,487)
rajura-headline: राजुरा जि.प. शाळेची ऐतिहासिक स्थळांना भेट xyxy=(675,75,815,113)
lead-para-2b: उमाळा येथील स्वरूपनाथ मंदिराच्या पटांगणात हा भव्य सोहळा होत असून भाविकांच्या दिनेश कळसाईत कथा बोडखे (वैजापूर) यांच्या रसाळ वाणीतून भाविकांना शिवकथा ऐकावयास मिळणार आहे. त्यासोबत कीर्तनकारांच्या झडाणी सभाही राहणार आहे. या हेतूने येथील सप्ताहाच्या निमित्ताने दररोज विविध प्रवचनकार, कीर्तनकार उपस्थित राहणार आहेत. xyxy=(505,345,637,485)
pm-body-2 xyxy=(391,988,519,1066)
tapobhumi-col-5 xyxy=(884,1597,1099,1774)
